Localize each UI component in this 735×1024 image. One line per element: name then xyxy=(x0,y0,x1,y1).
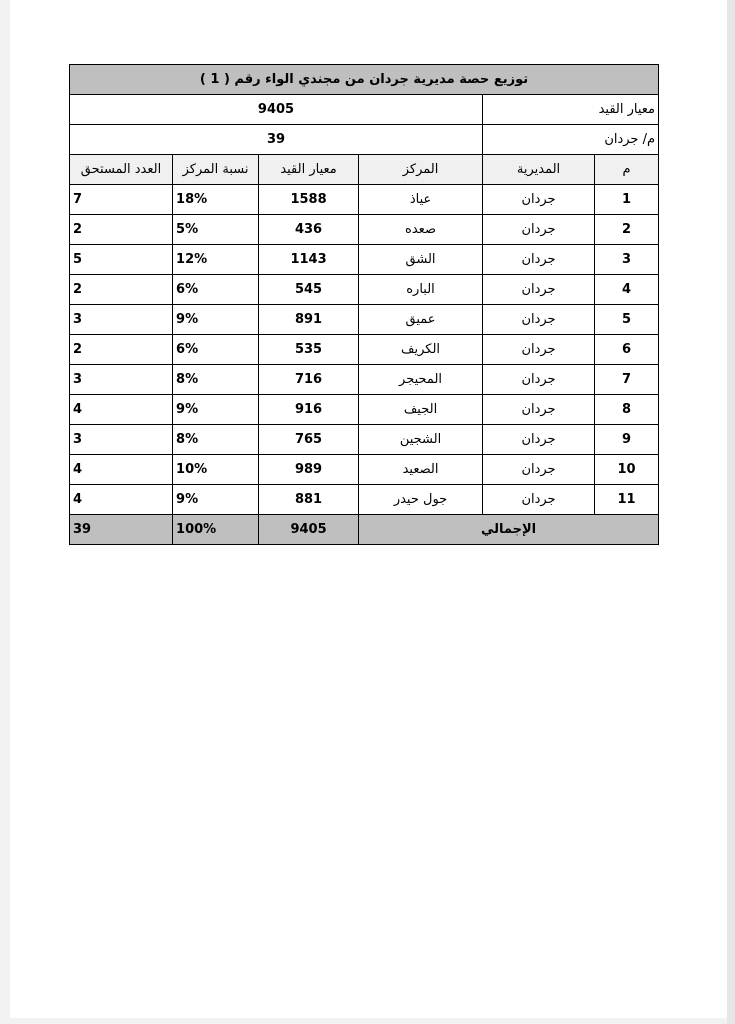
cell-ratio: 18% xyxy=(173,185,259,215)
page-title: توزيع حصة مديرية جردان من مجندي الواء رقم ( 1 ) xyxy=(70,65,659,95)
cell-center: الشجين xyxy=(359,425,483,455)
cell-count: 7 xyxy=(70,185,173,215)
cell-directorate: جردان xyxy=(483,455,595,485)
cell-num: 6 xyxy=(595,335,659,365)
cell-count: 3 xyxy=(70,425,173,455)
table-row xyxy=(70,395,659,425)
district-value: 39 xyxy=(70,125,483,155)
page-edge xyxy=(727,0,735,1024)
cell-num: 1 xyxy=(595,185,659,215)
cell-center: عميق xyxy=(359,305,483,335)
cell-count: 4 xyxy=(70,395,173,425)
cell-criteria: 436 xyxy=(259,215,359,245)
cell-ratio: 6% xyxy=(173,335,259,365)
total-criteria: 9405 xyxy=(259,515,359,545)
cell-num: 7 xyxy=(595,365,659,395)
cell-criteria: 716 xyxy=(259,365,359,395)
total-row xyxy=(70,515,659,545)
cell-count: 4 xyxy=(70,455,173,485)
cell-criteria: 1588 xyxy=(259,185,359,215)
cell-ratio: 9% xyxy=(173,485,259,515)
cell-ratio: 8% xyxy=(173,425,259,455)
table-row xyxy=(70,335,659,365)
title-row xyxy=(70,65,659,95)
cell-count: 3 xyxy=(70,305,173,335)
cell-center: جول حيدر xyxy=(359,485,483,515)
cell-num: 9 xyxy=(595,425,659,455)
cell-criteria: 545 xyxy=(259,275,359,305)
cell-count: 2 xyxy=(70,275,173,305)
cell-count: 2 xyxy=(70,335,173,365)
column-header-row xyxy=(70,155,659,185)
cell-count: 3 xyxy=(70,365,173,395)
cell-criteria: 535 xyxy=(259,335,359,365)
cell-ratio: 5% xyxy=(173,215,259,245)
table-row xyxy=(70,455,659,485)
cell-num: 4 xyxy=(595,275,659,305)
cell-directorate: جردان xyxy=(483,245,595,275)
total-count: 39 xyxy=(70,515,173,545)
table-row xyxy=(70,275,659,305)
table-row xyxy=(70,185,659,215)
cell-num: 2 xyxy=(595,215,659,245)
cell-num: 3 xyxy=(595,245,659,275)
criteria-row xyxy=(70,95,659,125)
cell-center: الشق xyxy=(359,245,483,275)
header-criteria: معيار القيد xyxy=(259,155,359,185)
cell-directorate: جردان xyxy=(483,425,595,455)
cell-center: صعده xyxy=(359,215,483,245)
cell-directorate: جردان xyxy=(483,185,595,215)
cell-count: 5 xyxy=(70,245,173,275)
table-row xyxy=(70,245,659,275)
table-row xyxy=(70,305,659,335)
cell-center: الجيف xyxy=(359,395,483,425)
header-center: المركز xyxy=(359,155,483,185)
cell-ratio: 6% xyxy=(173,275,259,305)
table-row xyxy=(70,485,659,515)
cell-center: الباره xyxy=(359,275,483,305)
criteria-label: معيار القيد xyxy=(483,95,659,125)
cell-count: 2 xyxy=(70,215,173,245)
cell-directorate: جردان xyxy=(483,275,595,305)
cell-center: الكريف xyxy=(359,335,483,365)
cell-count: 4 xyxy=(70,485,173,515)
header-directorate: المديرية xyxy=(483,155,595,185)
cell-num: 5 xyxy=(595,305,659,335)
cell-ratio: 8% xyxy=(173,365,259,395)
table-row xyxy=(70,215,659,245)
cell-criteria: 1143 xyxy=(259,245,359,275)
cell-criteria: 916 xyxy=(259,395,359,425)
cell-ratio: 10% xyxy=(173,455,259,485)
cell-ratio: 12% xyxy=(173,245,259,275)
total-label: الإجمالي xyxy=(359,515,659,545)
cell-criteria: 881 xyxy=(259,485,359,515)
cell-directorate: جردان xyxy=(483,335,595,365)
cell-directorate: جردان xyxy=(483,365,595,395)
header-ratio: نسبة المركز xyxy=(173,155,259,185)
cell-directorate: جردان xyxy=(483,395,595,425)
cell-center: الصعيد xyxy=(359,455,483,485)
table-row xyxy=(70,425,659,455)
header-num: م xyxy=(595,155,659,185)
header-count: العدد المستحق xyxy=(70,155,173,185)
total-ratio: 100% xyxy=(173,515,259,545)
cell-ratio: 9% xyxy=(173,305,259,335)
cell-criteria: 989 xyxy=(259,455,359,485)
district-label: م/ جردان xyxy=(483,125,659,155)
cell-num: 11 xyxy=(595,485,659,515)
cell-num: 8 xyxy=(595,395,659,425)
cell-directorate: جردان xyxy=(483,305,595,335)
cell-center: المحيجر xyxy=(359,365,483,395)
cell-ratio: 9% xyxy=(173,395,259,425)
table-row xyxy=(70,365,659,395)
cell-directorate: جردان xyxy=(483,215,595,245)
cell-criteria: 765 xyxy=(259,425,359,455)
cell-directorate: جردان xyxy=(483,485,595,515)
criteria-value: 9405 xyxy=(70,95,483,125)
cell-num: 10 xyxy=(595,455,659,485)
distribution-table xyxy=(69,64,659,545)
cell-criteria: 891 xyxy=(259,305,359,335)
district-row xyxy=(70,125,659,155)
cell-center: عياذ xyxy=(359,185,483,215)
